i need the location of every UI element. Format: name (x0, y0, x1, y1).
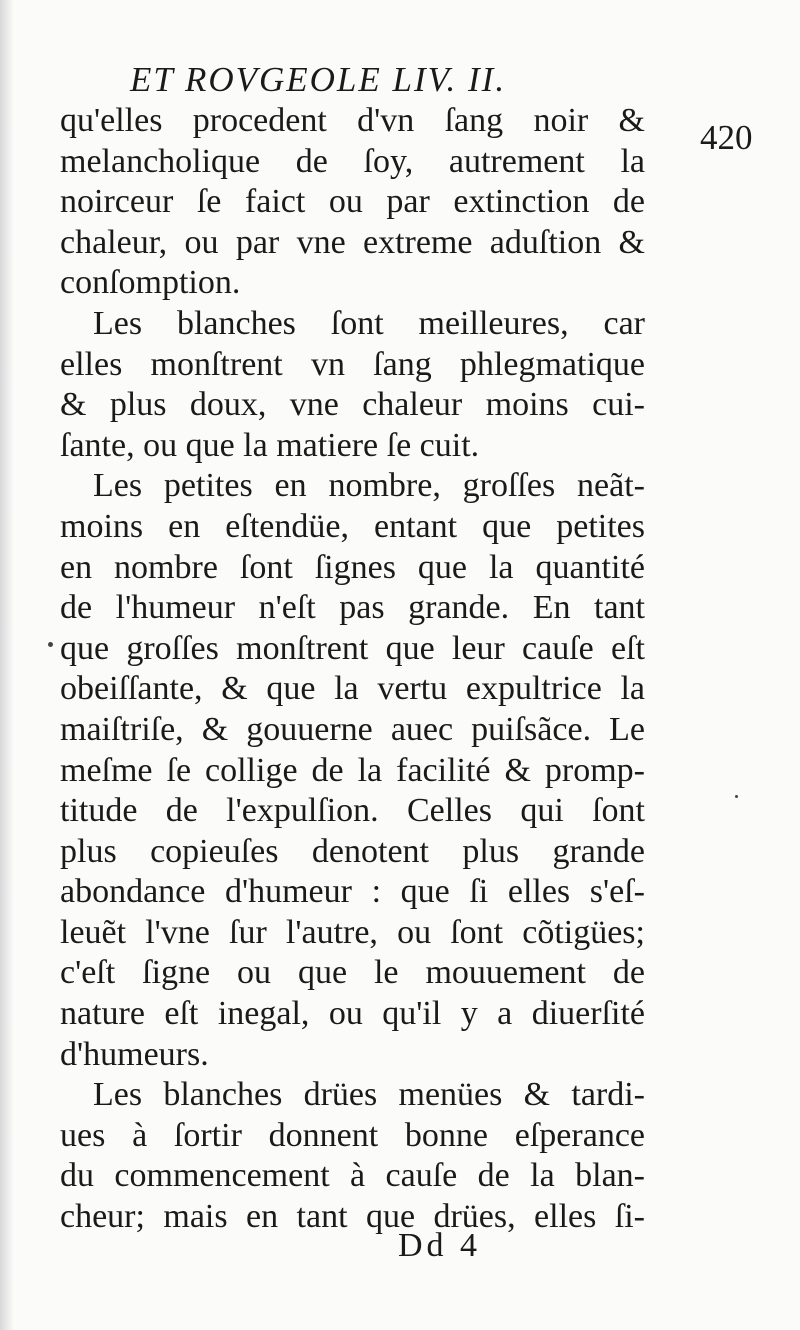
text-line: noirceur ſe faict ou par extinction de (60, 183, 645, 221)
text-line: ues à ſortir donnent bonne eſperance (60, 1116, 645, 1154)
page-number: 420 (700, 118, 753, 157)
text-line: leuẽt l'vne ſur l'autre, ou ſont cõtigües; (60, 913, 645, 951)
paragraph-3 (60, 466, 645, 1075)
text-line: titude de l'expulſion. Celles qui ſont (60, 792, 645, 830)
text-line: ſante, ou que la matiere ſe cuit. (60, 426, 480, 464)
text-line: meſme ſe collige de la facilité & promp- (60, 751, 645, 789)
text-line: moins en eſtendüe, entant que petites (60, 507, 645, 545)
text-line: nature eſt inegal, ou qu'il y a diuerſité (60, 995, 645, 1033)
text-line: Les petites en nombre, groſſes neãt- (93, 467, 645, 505)
text-line: abondance d'humeur : que ſi elles s'eſ- (60, 873, 645, 911)
text-line: Les blanches ſont meilleures, car (93, 304, 645, 342)
text-line: d'humeurs. (60, 1035, 209, 1073)
ink-speck (735, 795, 738, 798)
text-line: chaleur, ou par vne extreme aduſtion & (60, 223, 645, 261)
paragraph-2 (60, 304, 645, 466)
text-line: melancholique de ſoy, autrement la (60, 142, 645, 180)
paragraph-1 (60, 101, 645, 304)
text-line: de l'humeur n'eſt pas grande. En tant (60, 589, 645, 627)
text-line: & plus doux, vne chaleur moins cui- (60, 386, 645, 424)
text-line: cheur; mais en tant que drües, elles ſi- (60, 1198, 645, 1236)
text-line: du commencement à cauſe de la blan- (60, 1157, 645, 1195)
text-line: elles monſtrent vn ſang phlegmatique (60, 345, 645, 383)
text-line: Les blanches drües menües & tardi- (93, 1076, 645, 1114)
text-line: maiſtriſe, & gouuerne auec puiſsãce. Le (60, 710, 645, 748)
page-edge-shadow (0, 0, 14, 1330)
text-line: obeiſſante, & que la vertu expultrice la (60, 670, 645, 708)
text-line: que groſſes monſtrent que leur cauſe eſt (60, 629, 645, 667)
catchword-signature: Dd 4 (398, 1227, 482, 1264)
text-line: qu'elles procedent d'vn ſang noir & (60, 102, 645, 139)
body-text (60, 101, 645, 1238)
text-line: plus copieuſes denotent plus grande (60, 832, 645, 870)
text-line: c'eſt ſigne ou que le mouuement de (60, 954, 645, 992)
text-line: conſomption. (60, 264, 241, 302)
text-line: en nombre ſont ſignes que la quantité (60, 548, 645, 586)
running-title: ET ROVGEOLE LIV. II. (130, 60, 507, 99)
paragraph-4 (60, 1075, 645, 1237)
ink-speck (48, 642, 53, 647)
